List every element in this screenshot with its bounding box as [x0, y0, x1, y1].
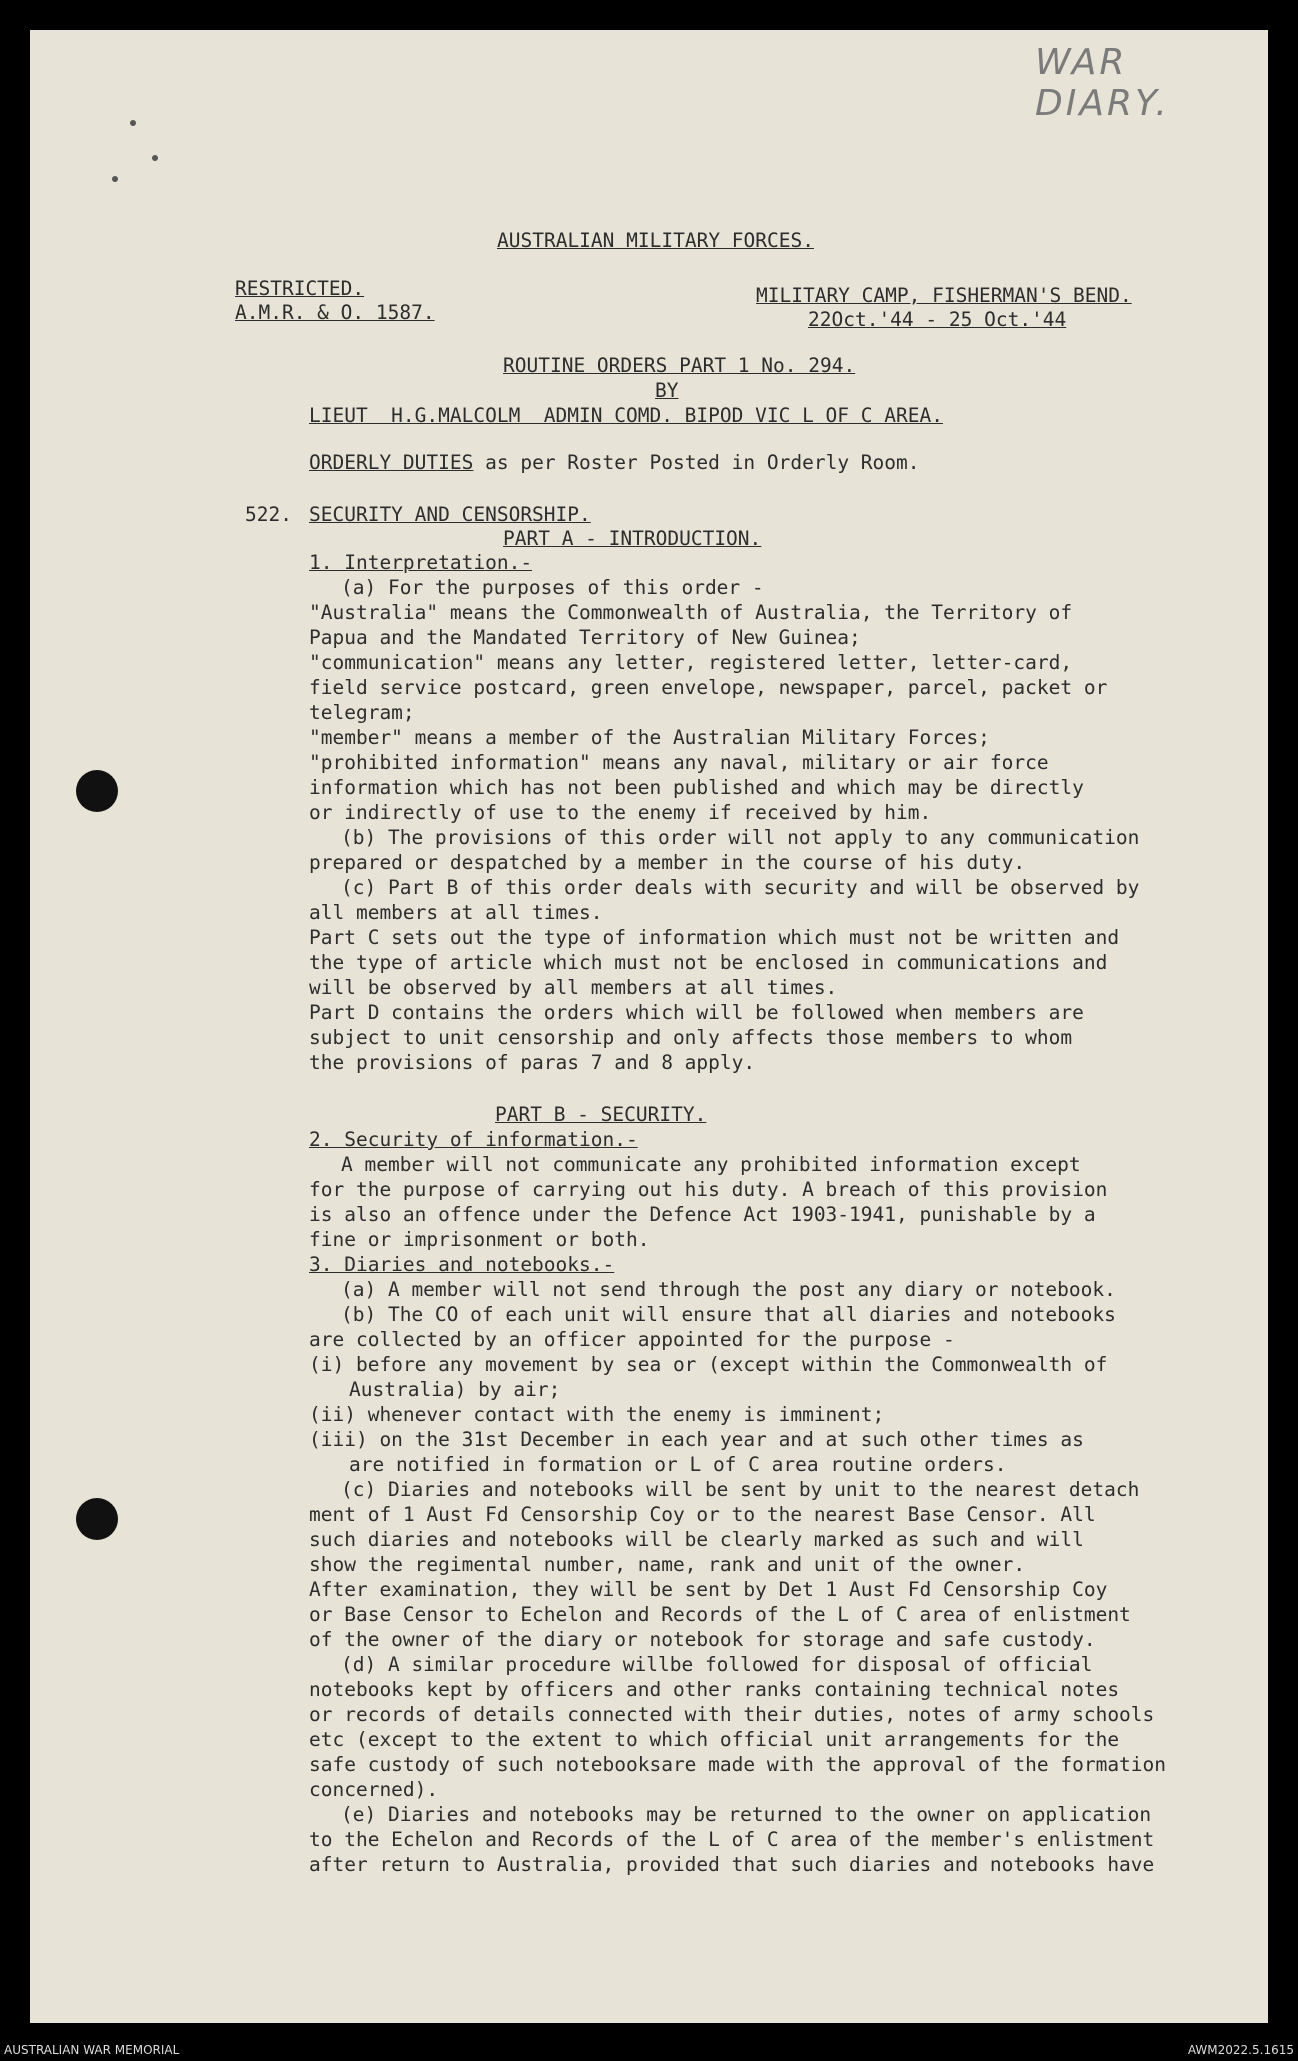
- body-line: (ii) whenever contact with the enemy is imminent;: [309, 1403, 885, 1426]
- body-line: all members at all times.: [309, 901, 603, 924]
- body-line: for the purpose of carrying out his duty. A breach of this provision: [309, 1178, 1108, 1201]
- body-line: or indirectly of use to the enemy if received by him.: [309, 801, 932, 824]
- body-line: telegram;: [309, 701, 415, 724]
- body-line: (d) A similar procedure willbe followed for disposal of official: [341, 1653, 1093, 1676]
- body-line: "Australia" means the Commonwealth of Australia, the Territory of: [309, 601, 1073, 624]
- body-line: ment of 1 Aust Fd Censorship Coy or to the nearest Base Censor. All: [309, 1503, 1096, 1526]
- body-line: information which has not been published and which may be directly: [309, 776, 1084, 799]
- punch-hole: [76, 770, 118, 812]
- body-line: (e) Diaries and notebooks may be returned to the owner on application: [341, 1803, 1152, 1826]
- body-line: Part D contains the orders which will be followed when members are: [309, 1001, 1084, 1024]
- body-line: subject to unit censorship and only affects those members to whom: [309, 1026, 1073, 1049]
- body-line: (c) Diaries and notebooks will be sent by unit to the nearest detach: [341, 1478, 1140, 1501]
- body-line: of the owner of the diary or notebook for storage and safe custody.: [309, 1628, 1096, 1651]
- body-line: fine or imprisonment or both.: [309, 1228, 650, 1251]
- body-line: Australia) by air;: [349, 1378, 561, 1401]
- body-line: (c) Part B of this order deals with security and will be observed by: [341, 876, 1140, 899]
- body-line: safe custody of such notebooksare made with the approval of the formation: [309, 1753, 1167, 1776]
- body-line: or records of details connected with their duties, notes of army schools: [309, 1703, 1155, 1726]
- body-line: (a) For the purposes of this order -: [341, 576, 764, 599]
- body-line: field service postcard, green envelope, newspaper, parcel, packet or: [309, 676, 1108, 699]
- body-line: Papua and the Mandated Territory of New Guinea;: [309, 626, 861, 649]
- body-line: is also an offence under the Defence Act 1903-1941, punishable by a: [309, 1203, 1096, 1226]
- interpretation-heading: 1. Interpretation.-: [309, 551, 533, 574]
- body-line: (a) A member will not send through the post any diary or notebook.: [341, 1278, 1116, 1301]
- body-line: etc (except to the extent to which official unit arrangements for the: [309, 1728, 1120, 1751]
- order-number: 522.: [245, 503, 292, 526]
- orders-title: ROUTINE ORDERS PART 1 No. 294.: [503, 354, 856, 377]
- diaries-heading: 3. Diaries and notebooks.-: [309, 1253, 615, 1276]
- footer-credit: AUSTRALIAN WAR MEMORIAL: [4, 2043, 180, 2057]
- document-page: [30, 30, 1268, 2023]
- body-line: to the Echelon and Records of the L of C area of the member's enlistment: [309, 1828, 1155, 1851]
- security-heading: 2. Security of information.-: [309, 1128, 638, 1151]
- order-dates: 22Oct.'44 - 25 Oct.'44: [808, 308, 1067, 331]
- body-line: prepared or despatched by a member in the course of his duty.: [309, 851, 1026, 874]
- staple-mark: [130, 120, 136, 126]
- body-line: notebooks kept by officers and other ranks containing technical notes: [309, 1678, 1120, 1701]
- document-title: AUSTRALIAN MILITARY FORCES.: [497, 229, 814, 252]
- body-line: are notified in formation or L of C area routine orders.: [349, 1453, 1007, 1476]
- body-line: concerned).: [309, 1778, 439, 1801]
- body-line: will be observed by all members at all times.: [309, 976, 838, 999]
- staple-mark: [152, 155, 158, 161]
- body-line: A member will not communicate any prohibited information except: [341, 1153, 1081, 1176]
- orderly-duties-text: as per Roster Posted in Orderly Room.: [473, 451, 920, 474]
- body-line: the type of article which must not be enclosed in communications and: [309, 951, 1108, 974]
- body-line: "prohibited information" means any naval, military or air force: [309, 751, 1049, 774]
- punch-hole: [76, 1498, 118, 1540]
- body-line: after return to Australia, provided that such diaries and notebooks have: [309, 1853, 1155, 1876]
- classification: RESTRICTED.: [235, 277, 365, 300]
- issuer: LIEUT H.G.MALCOLM ADMIN COMD. BIPOD VIC L OF C AREA.: [309, 404, 943, 427]
- order-title: SECURITY AND CENSORSHIP.: [309, 503, 591, 526]
- by-line: BY: [655, 379, 679, 402]
- part-a-heading: PART A - INTRODUCTION.: [503, 527, 762, 550]
- staple-mark: [112, 176, 118, 182]
- body-line: Part C sets out the type of information which must not be written and: [309, 926, 1120, 949]
- orderly-duties-label: ORDERLY DUTIES: [309, 451, 474, 474]
- body-line: (b) The provisions of this order will not apply to any communication: [341, 826, 1140, 849]
- handwritten-annotation: WAR DIARY.: [1035, 42, 1170, 124]
- body-line: (b) The CO of each unit will ensure that all diaries and notebooks: [341, 1303, 1116, 1326]
- body-line: such diaries and notebooks will be clearly marked as such and will: [309, 1528, 1084, 1551]
- reference-number: A.M.R. & O. 1587.: [235, 301, 435, 324]
- body-line: show the regimental number, name, rank and unit of the owner.: [309, 1553, 1026, 1576]
- body-line: the provisions of paras 7 and 8 apply.: [309, 1051, 756, 1074]
- part-b-heading: PART B - SECURITY.: [495, 1103, 707, 1126]
- body-line: (i) before any movement by sea or (except within the Commonwealth of: [309, 1353, 1108, 1376]
- location: MILITARY CAMP, FISHERMAN'S BEND.: [756, 284, 1132, 307]
- body-line: "member" means a member of the Australian Military Forces;: [309, 726, 990, 749]
- body-line: (iii) on the 31st December in each year and at such other times as: [309, 1428, 1084, 1451]
- body-line: "communication" means any letter, registered letter, letter-card,: [309, 651, 1073, 674]
- footer-accession-number: AWM2022.5.1615: [1187, 2043, 1294, 2057]
- body-line: are collected by an officer appointed for the purpose -: [309, 1328, 955, 1351]
- body-line: or Base Censor to Echelon and Records of the L of C area of enlistment: [309, 1603, 1131, 1626]
- orderly-duties: [309, 450, 920, 475]
- body-line: After examination, they will be sent by Det 1 Aust Fd Censorship Coy: [309, 1578, 1108, 1601]
